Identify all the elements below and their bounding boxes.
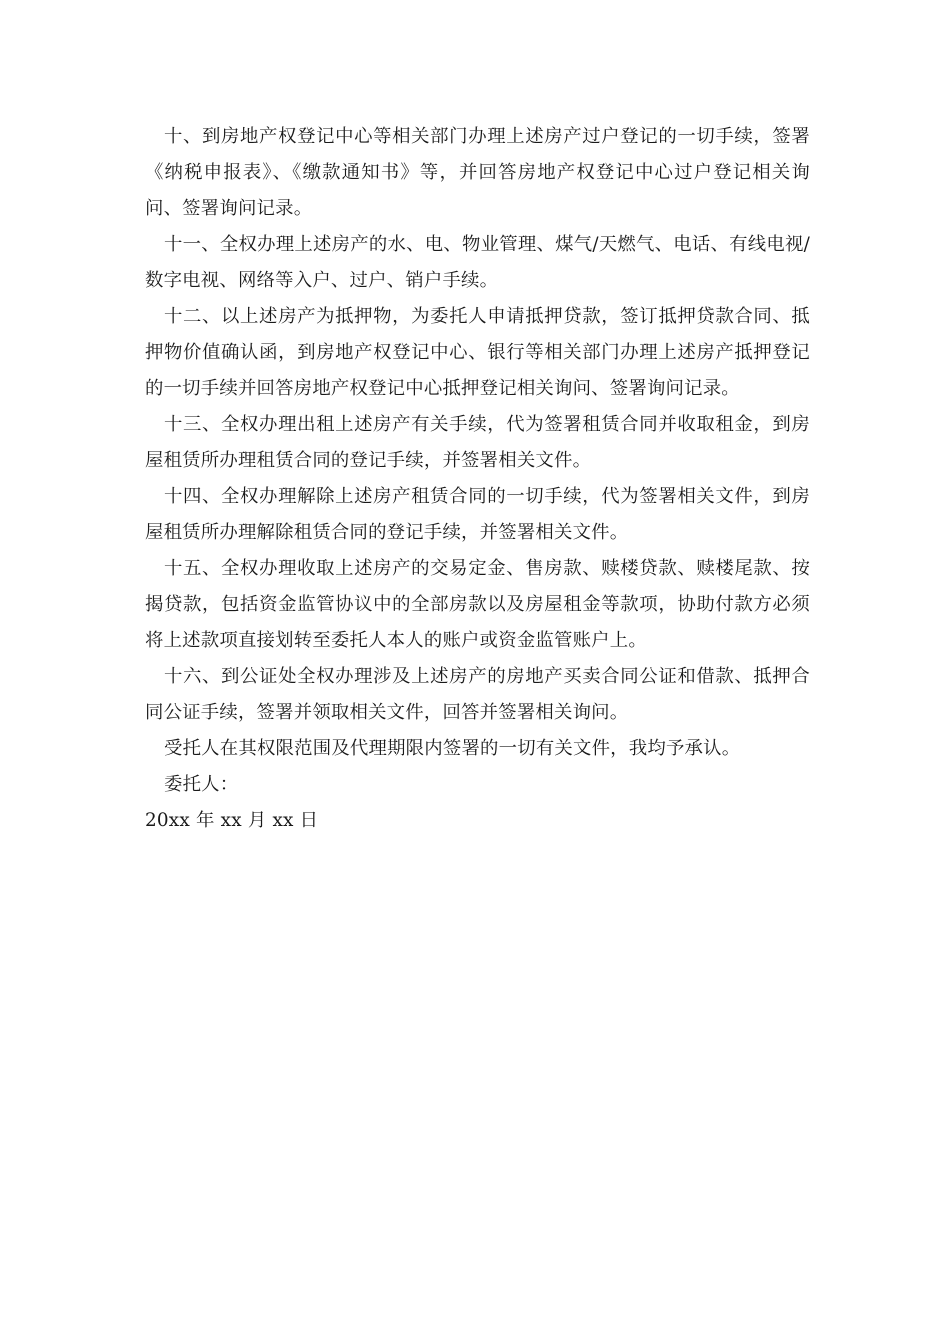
principal-signature-label: 委托人： xyxy=(164,774,239,795)
acknowledgement-statement: 受托人在其权限范围及代理期限内签署的一切有关文件，我均予承认。 xyxy=(164,738,741,759)
document-body xyxy=(145,119,810,839)
clause-16: 十六、到公证处全权办理涉及上述房产的房地产买卖合同公证和借款、抵押合同公证手续，签署并领取相关文件，回答并签署相关询问。 xyxy=(145,666,810,723)
clause-12: 十二、以上述房产为抵押物，为委托人申请抵押贷款，签订抵押贷款合同、抵押物价值确认函，到房地产权登记中心、银行等相关部门办理上述房产抵押登记的一切手续并回答房地产权登记中心抵押登记相关询问、签署询问记录。 xyxy=(145,306,810,399)
clause-15: 十五、全权办理收取上述房产的交易定金、售房款、赎楼贷款、赎楼尾款、按揭贷款，包括资金监管协议中的全部房款以及房屋租金等款项，协助付款方必须将上述款项直接划转至委托人本人的账户或资金监管账户上。 xyxy=(145,558,810,651)
document-date: 20xx 年 xx 月 xx 日 xyxy=(145,810,319,831)
clause-10: 十、到房地产权登记中心等相关部门办理上述房产过户登记的一切手续，签署《纳税申报表》、《缴款通知书》等，并回答房地产权登记中心过户登记相关询问、签署询问记录。 xyxy=(145,126,810,219)
clause-11: 十一、全权办理上述房产的水、电、物业管理、煤气/天燃气、电话、有线电视/数字电视、网络等入户、过户、销户手续。 xyxy=(145,234,810,291)
clause-13: 十三、全权办理出租上述房产有关手续，代为签署租赁合同并收取租金，到房屋租赁所办理租赁合同的登记手续，并签署相关文件。 xyxy=(145,414,810,471)
clause-14: 十四、全权办理解除上述房产租赁合同的一切手续，代为签署相关文件，到房屋租赁所办理解除租赁合同的登记手续，并签署相关文件。 xyxy=(145,486,810,543)
